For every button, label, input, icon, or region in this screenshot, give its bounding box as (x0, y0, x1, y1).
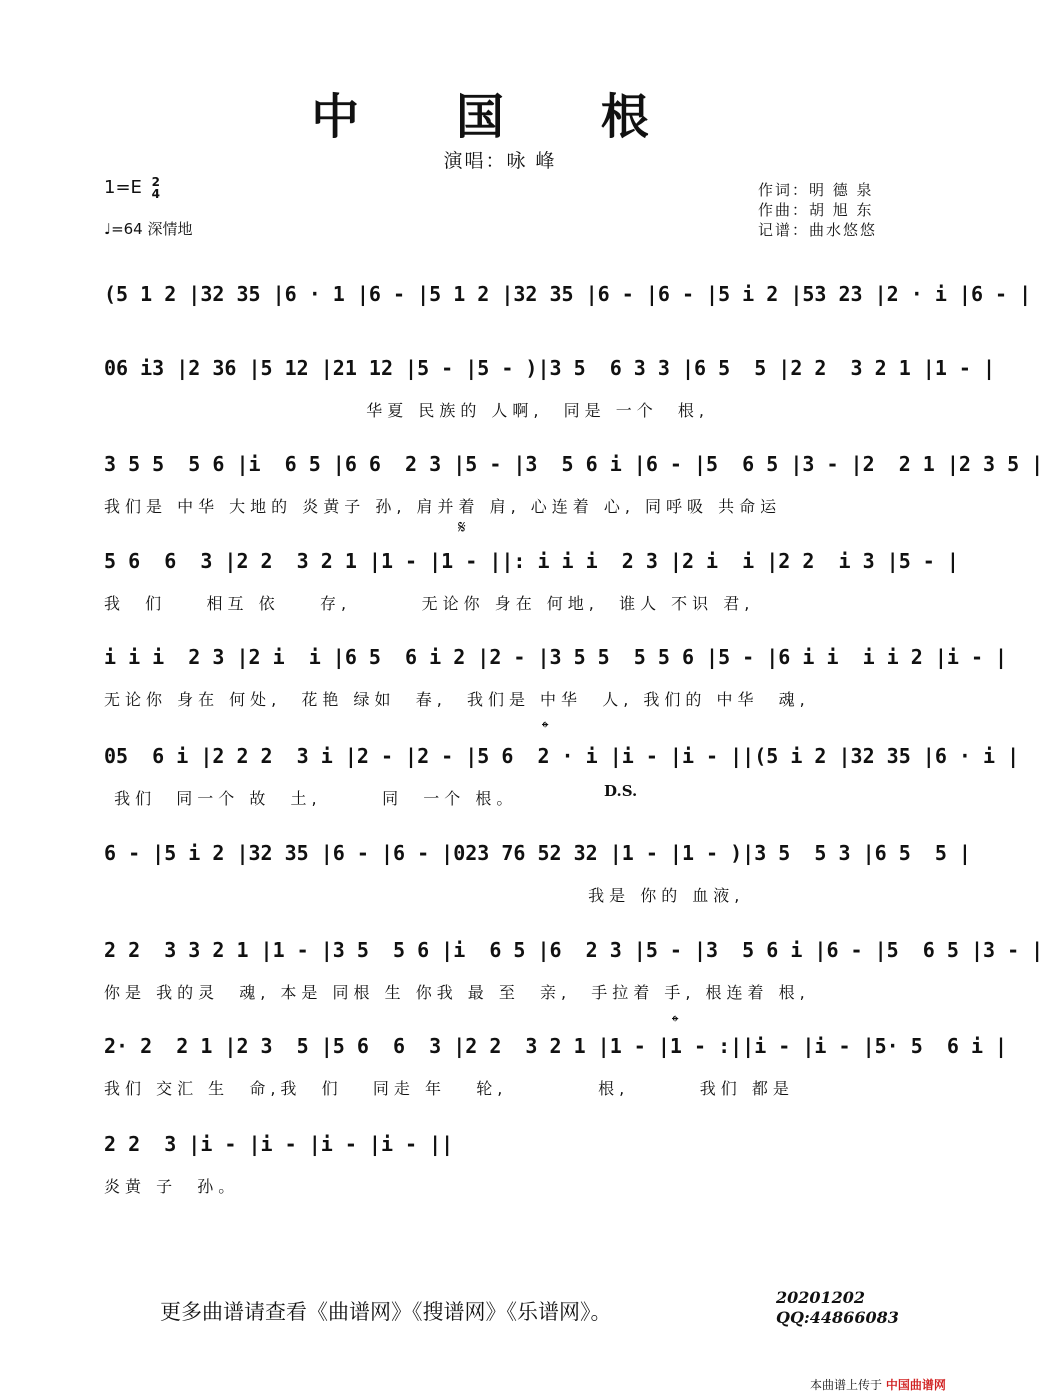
time-signature (152, 176, 160, 200)
composer: 作曲：胡 旭 东 (758, 201, 874, 219)
key-signature (104, 176, 160, 200)
dal-segno-mark: D.S. (604, 782, 638, 800)
song-title: 中 国 根 (311, 89, 689, 145)
lyrics-line: 我们是 中华 大地的 炎黄子 孙, 肩并着 肩, 心连着 心, 同呼吸 共命运 (104, 497, 782, 516)
lyrics-line: 你是 我的灵 魂, 本是 同根 生 你我 最 至 亲, 手拉着 手, 根连着 根, (104, 983, 810, 1002)
notes-line: 2 2 3 3 2 1 |1 - |3 5 5 6 |i 6 5 |6 2 3 |5 - |3 5 6 i |6 - |5 6 5 |3 - | (104, 938, 1043, 962)
date-text: 20201202 (776, 1288, 866, 1307)
upload-note (810, 1376, 946, 1393)
notes-line: 06 i3 |2 36 |5 12 |21 12 |5 - |5 - )|3 5 6 3 3 |6 5 5 |2 2 3 2 1 |1 - | (104, 356, 996, 380)
notes-line: (5 1 2 |32 35 |6 · 1 |6 - |5 1 2 |32 35 |6 - |6 - |5 i 2 |53 23 |2 · i |6 - | (104, 282, 1032, 306)
lyrics-line: 华夏 民族的 人啊, 同是 一个 根, (104, 401, 710, 420)
upload-text: 本曲谱上传于 (810, 1378, 883, 1392)
tempo-marking: ♩=64 深情地 (104, 220, 193, 238)
qq-text: QQ:44866083 (776, 1308, 899, 1327)
notes-line: 3 5 5 5 6 |i 6 5 |6 6 2 3 |5 - |3 5 6 i |6 - |5 6 5 |3 - |2 2 1 |2 3 5 | (104, 452, 1043, 476)
notes-line: 2· 2 2 1 |2 3 5 |5 6 6 3 |2 2 3 2 1 |1 - |1 - :||i - |i - |5· 5 6 i | (104, 1034, 1008, 1058)
key-label: 1=E (104, 177, 142, 198)
lyrics-line: 我们 同一个 故 土, 同 一个 根。 (104, 789, 518, 808)
notes-line: 05 6 i |2 2 2 3 i |2 - |2 - |5 6 2 · i |i - |i - ||(5 i 2 |32 35 |6 · i | (104, 744, 1020, 768)
coda-sign: 𝄌 (542, 718, 549, 739)
site-logo[interactable]: 中国曲谱网 (885, 1378, 946, 1392)
lyrics-line: 我是 你的 血液, (104, 886, 745, 905)
notes-line: 5 6 6 3 |2 2 3 2 1 |1 - |1 - ||: i i i 2 3 |2 i i |2 2 i 3 |5 - | (104, 549, 959, 573)
lyricist: 作词：明 德 泉 (758, 181, 874, 199)
lyrics-line: 炎黄 子 孙。 (104, 1177, 240, 1196)
segno-sign: 𝄋 (458, 517, 466, 538)
notes-line: 2 2 3 |i - |i - |i - |i - || (104, 1132, 454, 1156)
date-stamp (776, 1288, 899, 1328)
time-top: 2 (151, 175, 161, 189)
credits (758, 180, 877, 240)
time-bottom: 4 (151, 187, 161, 201)
notes-line: i i i 2 3 |2 i i |6 5 6 i 2 |2 - |3 5 5 5 5 6 |5 - |6 i i i i 2 |i - | (104, 645, 1008, 669)
singer-line: 演唱：咏 峰 (443, 150, 557, 172)
notes-line: 6 - |5 i 2 |32 35 |6 - |6 - |023 76 52 32 |1 - |1 - )|3 5 5 3 |6 5 5 | (104, 841, 971, 865)
lyrics-line: 我们 交汇 生 命,我 们 同走 年 轮, 根, 我们 都是 (104, 1079, 794, 1098)
footer-note: 更多曲谱请查看《曲谱网》《搜谱网》《乐谱网》。 (160, 1300, 612, 1324)
coda-sign: 𝄌 (672, 1012, 679, 1033)
lyrics-line: 我 们 相互 依 存, 无论你 身在 何地, 谁人 不识 君, (104, 594, 755, 613)
lyrics-line: 无论你 身在 何处, 花艳 绿如 春, 我们是 中华 人, 我们的 中华 魂, (104, 690, 810, 709)
transcriber: 记谱：曲水悠悠 (758, 221, 878, 239)
